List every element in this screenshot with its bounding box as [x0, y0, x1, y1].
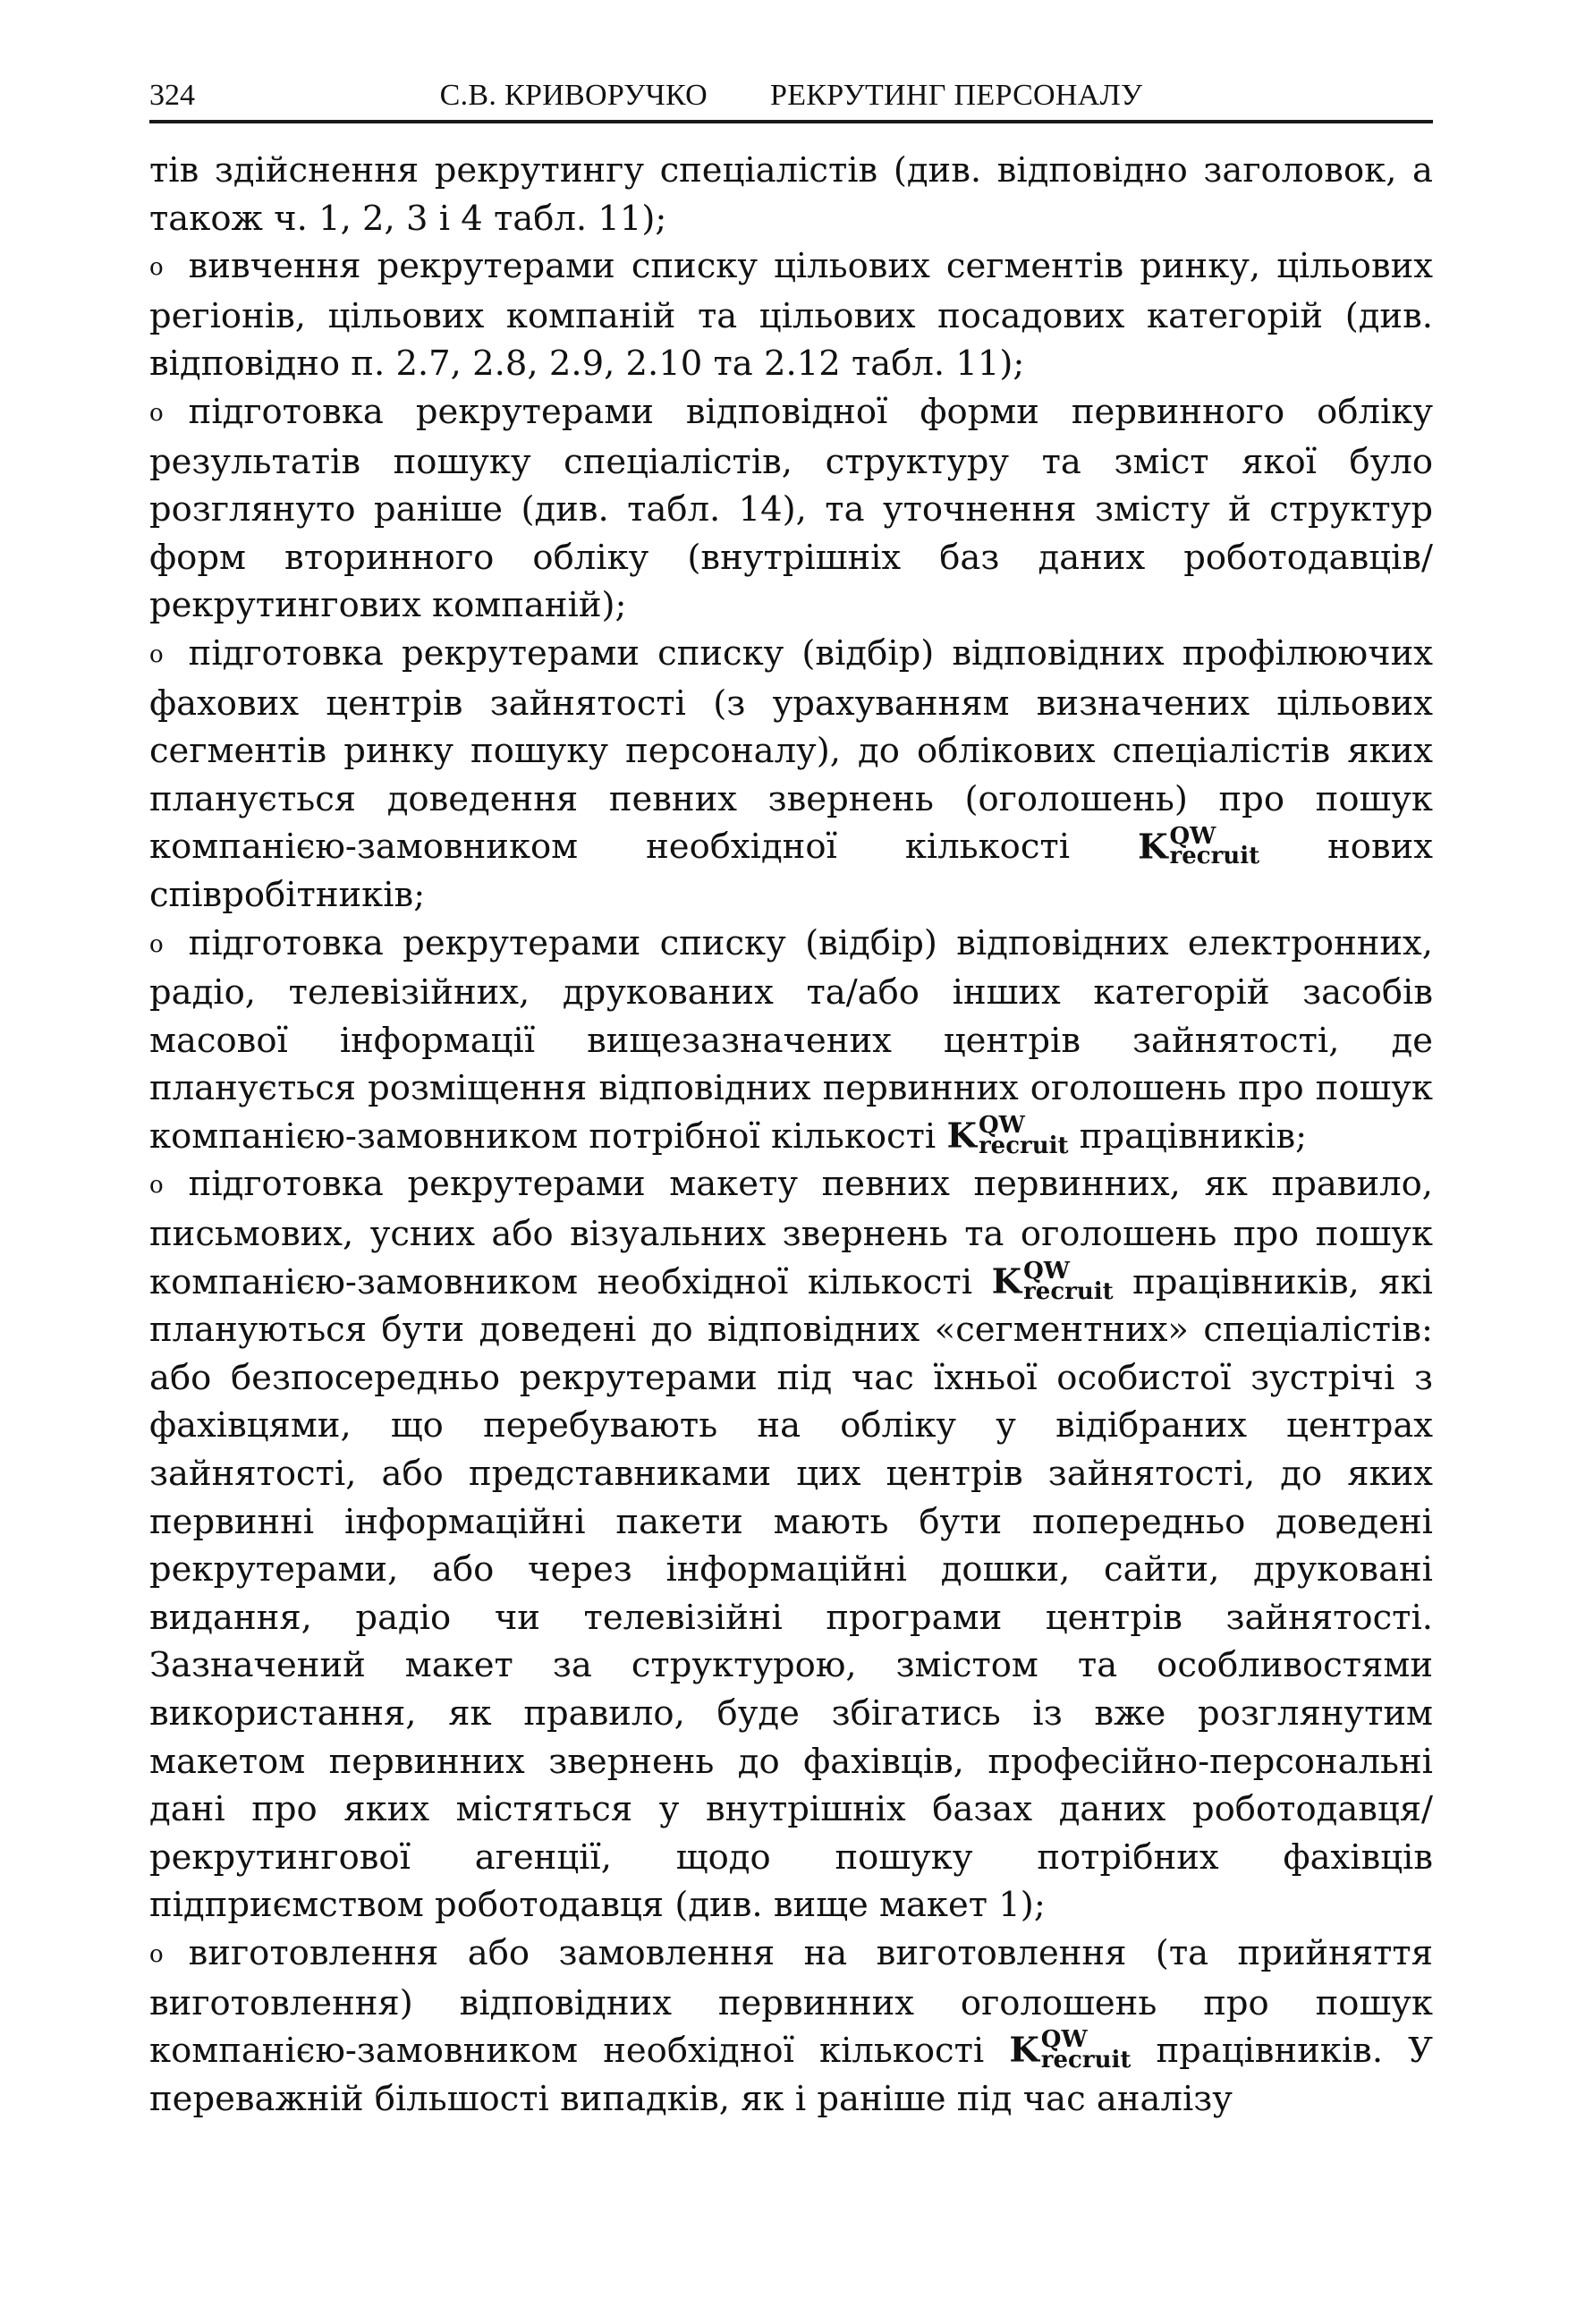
k-recruit-symbol	[1009, 2026, 1132, 2074]
author-name: С.В. КРИВОРУЧКО	[439, 79, 708, 112]
list-item	[149, 920, 1433, 1161]
symbol-superscript: QW	[1040, 2026, 1088, 2054]
list-item-text: вивчення рекрутерами списку цільових сегментів ринку, цільових регіонів, цільових компаній та цільових посадових категорій (див. відповідно п. 2.7, 2.8, 2.9, 2.10 та 2.12 табл. 11);	[149, 246, 1433, 385]
symbol-subscript: recruit	[978, 1132, 1069, 1159]
bullet-marker: o	[149, 254, 164, 282]
list-item	[149, 1930, 1433, 2123]
list-item-text: виготовлення або замовлення на виготовлення (та прийняття виготовлення) відповідних первинних оголошень про пошук компанією-замовником необхідної кількості	[149, 1932, 1433, 2072]
list-item-text: працівників;	[1079, 1115, 1308, 1157]
list-item	[149, 242, 1433, 388]
paragraph-continuation: тів здійснення рекрутингу спеціалістів (див. відповідно заголовок, а також ч. 1, 2, 3 і 4 табл. 11);	[149, 150, 1433, 239]
list-item-text: підготовка рекрутерами макету певних первинних, як правило, письмових, усних або візуальних звернень та оголошень про пошук компанією-замовником необхідної кількості	[149, 1164, 1433, 1302]
symbol-superscript: QW	[1023, 1257, 1070, 1285]
book-page	[149, 72, 1433, 2290]
book-title: РЕКРУТИНГ ПЕРСОНАЛУ	[770, 79, 1143, 112]
list-item-text: працівників, які плануються бути доведені до відповідних «сегментних» спеціалістів: або безпосередньо рекрутерами під час їхньої особистої зустрічі з фахівцями, що перебувають на обліку у відібраних центрах зайнятості, або представниками цих центрів зайнятості, до яких первинні інформаційні пакети мають бути попередньо доведені рекрутерами, або через інформаційні дошки, сайти, друковані видання, радіо чи телевізійні програми центрів зайнятості. Зазначений макет за структурою, змістом та особливостями використання, як правило, буде збігатись із вже розглянутим макетом первинних звернень до фахівців, професійно-персональні дані про яких містяться у внутрішніх базах даних роботодавця/рекрутингової агенції, щодо пошуку потрібних фахівців підприємством роботодавця (див. вище макет 1);	[149, 1261, 1433, 1926]
k-recruit-symbol	[1138, 822, 1260, 870]
list-item-text: підготовка рекрутерами списку (відбір) відповідних профілюючих фахових центрів зайнятості (з урахуванням визначених цільових сегментів ринку пошуку персоналу), до облікових спеціалістів яких планується доведення певних звернень (оголошень) про пошук компанією-замовником необхідної кількості	[149, 632, 1433, 868]
header-titles	[149, 72, 1433, 120]
symbol-base: K	[946, 1115, 977, 1157]
list-item	[149, 1160, 1433, 1930]
symbol-base: K	[1009, 2031, 1039, 2072]
list-item-text: працівників. У переважній більшості випадків, як і раніше під час аналізу	[149, 2031, 1434, 2119]
bullet-marker: o	[149, 930, 164, 958]
bullet-marker: o	[149, 399, 164, 427]
k-recruit-symbol	[946, 1112, 1069, 1159]
symbol-subscript: recruit	[1040, 2047, 1132, 2074]
list-item	[149, 388, 1433, 630]
bullet-marker: o	[149, 640, 164, 668]
symbol-base: K	[991, 1261, 1022, 1302]
symbol-superscript: QW	[1169, 822, 1216, 850]
k-recruit-symbol	[991, 1257, 1114, 1305]
symbol-base: K	[1138, 827, 1168, 868]
symbol-subscript: recruit	[1169, 843, 1260, 870]
symbol-subscript: recruit	[1023, 1277, 1114, 1305]
running-header	[149, 72, 1433, 123]
list-item-text: підготовка рекрутерами списку (відбір) відповідних електронних, радіо, телевізійних, друкованих та/або інших категорій засобів масової інформації вищезазначених центрів зайнятості, де планується розміщення відповідних первинних оголошень про пошук компанією-замовником потрібної кількості	[149, 922, 1433, 1157]
page-number: 324	[149, 79, 195, 112]
bullet-marker: o	[149, 1172, 164, 1200]
bullet-marker: o	[149, 1940, 164, 1968]
body-text	[149, 147, 1433, 2123]
symbol-superscript: QW	[978, 1112, 1025, 1140]
list-item-text: нових співробітників;	[149, 827, 1433, 915]
list-item-text: підготовка рекрутерами відповідної форми первинного обліку результатів пошуку спеціалістів, структуру та зміст якої було розглянуто раніше (див. табл. 14), та уточнення змісту й структур форм вторинного обліку (внутрішніх баз даних роботодавців/рекрутингових компаній);	[149, 391, 1433, 626]
list-item	[149, 630, 1433, 920]
